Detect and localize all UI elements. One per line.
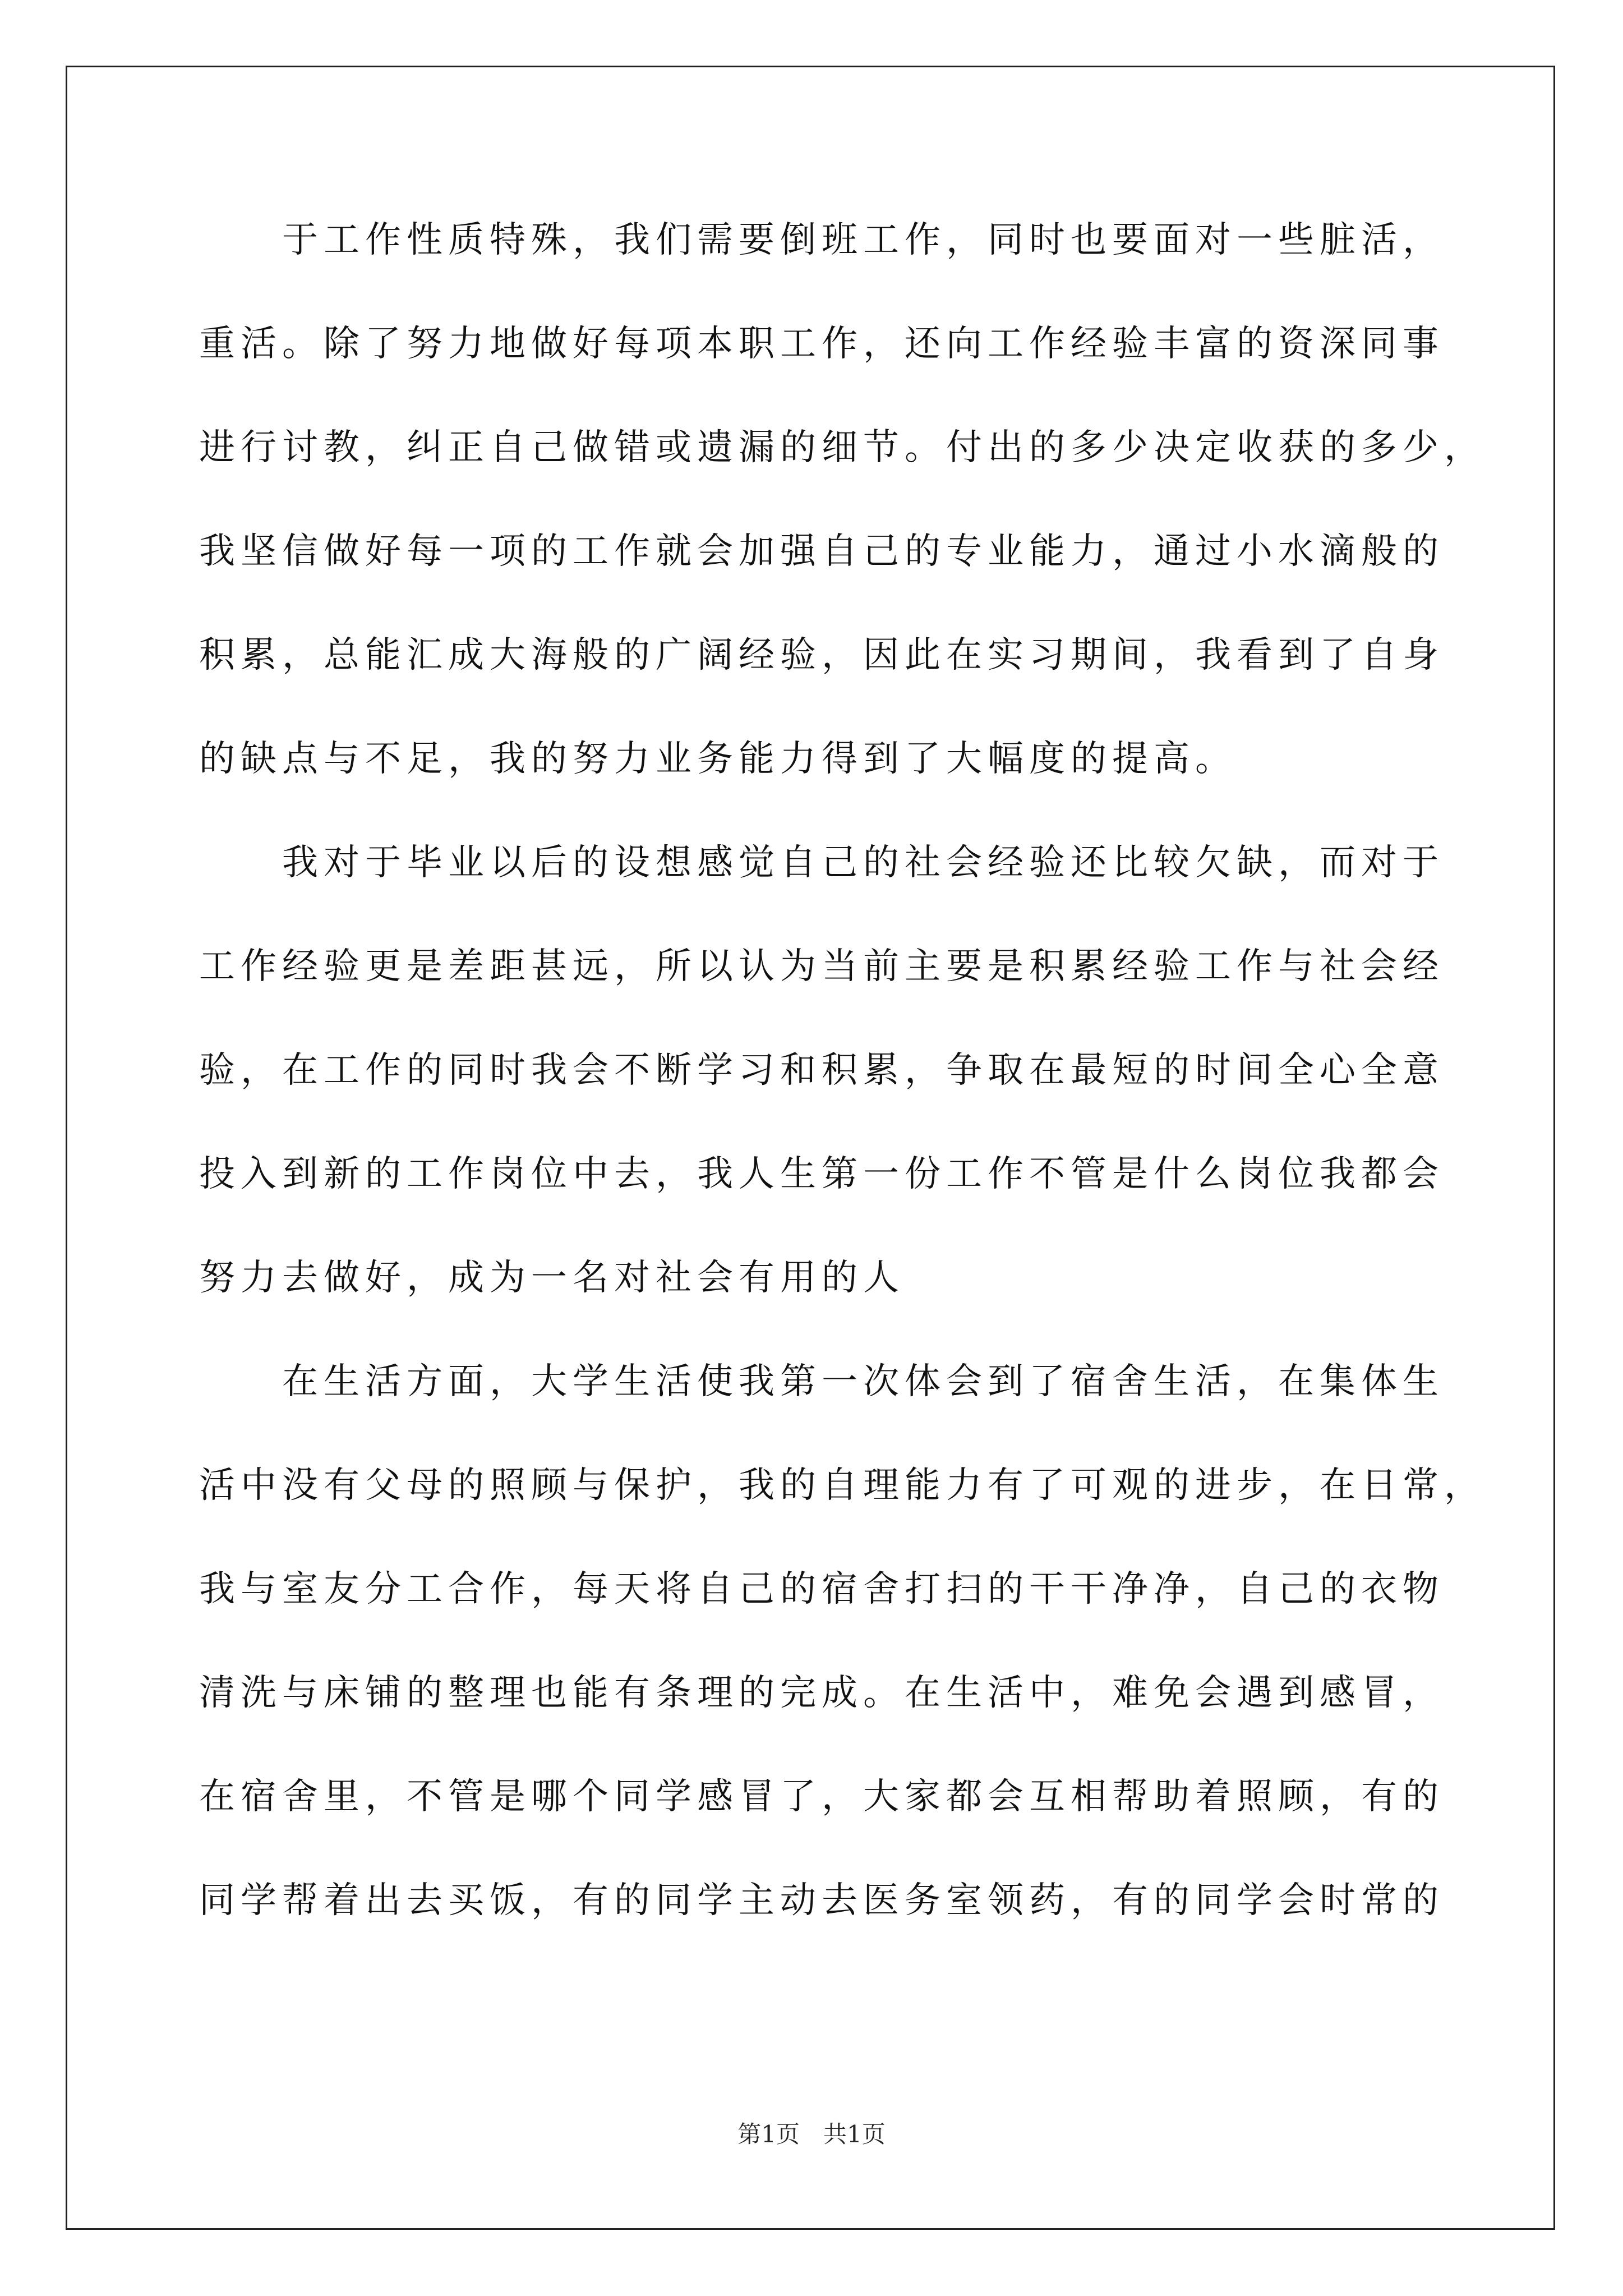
text-line: 清洗与床铺的整理也能有条理的完成。在生活中，难免会遇到感冒，: [199, 1672, 1444, 1714]
text-line: 的缺点与不足，我的努力业务能力得到了大幅度的提高。: [199, 738, 1237, 780]
text-line: 我对于毕业以后的设想感觉自己的社会经验还比较欠缺，而对于: [199, 842, 1444, 884]
text-line: 活中没有父母的照顾与保护，我的自理能力有了可观的进步，在日常，: [199, 1465, 1486, 1506]
document-body: [199, 219, 1486, 1986]
text-line: 努力去做好，成为一名对社会有用的人: [199, 1257, 905, 1299]
text-line: 我坚信做好每一项的工作就会加强自己的专业能力，通过小水滴般的: [199, 531, 1444, 572]
text-line: 验，在工作的同时我会不断学习和积累，争取在最短的时间全心全意: [199, 1050, 1444, 1091]
text-line: 进行讨教，纠正自己做错或遗漏的细节。付出的多少决定收获的多少，: [199, 427, 1486, 468]
text-line: 积累，总能汇成大海般的广阔经验，因此在实习期间，我看到了自身: [199, 634, 1444, 676]
page-footer: 第1页 共1页: [737, 2120, 886, 2148]
text-line: 同学帮着出去买饭，有的同学主动去医务室领药，有的同学会时常的: [199, 1880, 1444, 1921]
text-line: 在生活方面，大学生活使我第一次体会到了宿舍生活，在集体生: [199, 1361, 1444, 1402]
text-line: 在宿舍里，不管是哪个同学感冒了，大家都会互相帮助着照顾，有的: [199, 1776, 1444, 1818]
text-line: 重活。除了努力地做好每项本职工作，还向工作经验丰富的资深同事: [199, 323, 1444, 365]
text-line: 投入到新的工作岗位中去，我人生第一份工作不管是什么岗位我都会: [199, 1153, 1444, 1195]
text-line: 于工作性质特殊，我们需要倒班工作，同时也要面对一些脏活，: [199, 219, 1444, 261]
text-line: 我与室友分工合作，每天将自己的宿舍打扫的干干净净，自己的衣物: [199, 1568, 1444, 1610]
text-line: 工作经验更是差距甚远，所以认为当前主要是积累经验工作与社会经: [199, 946, 1444, 987]
